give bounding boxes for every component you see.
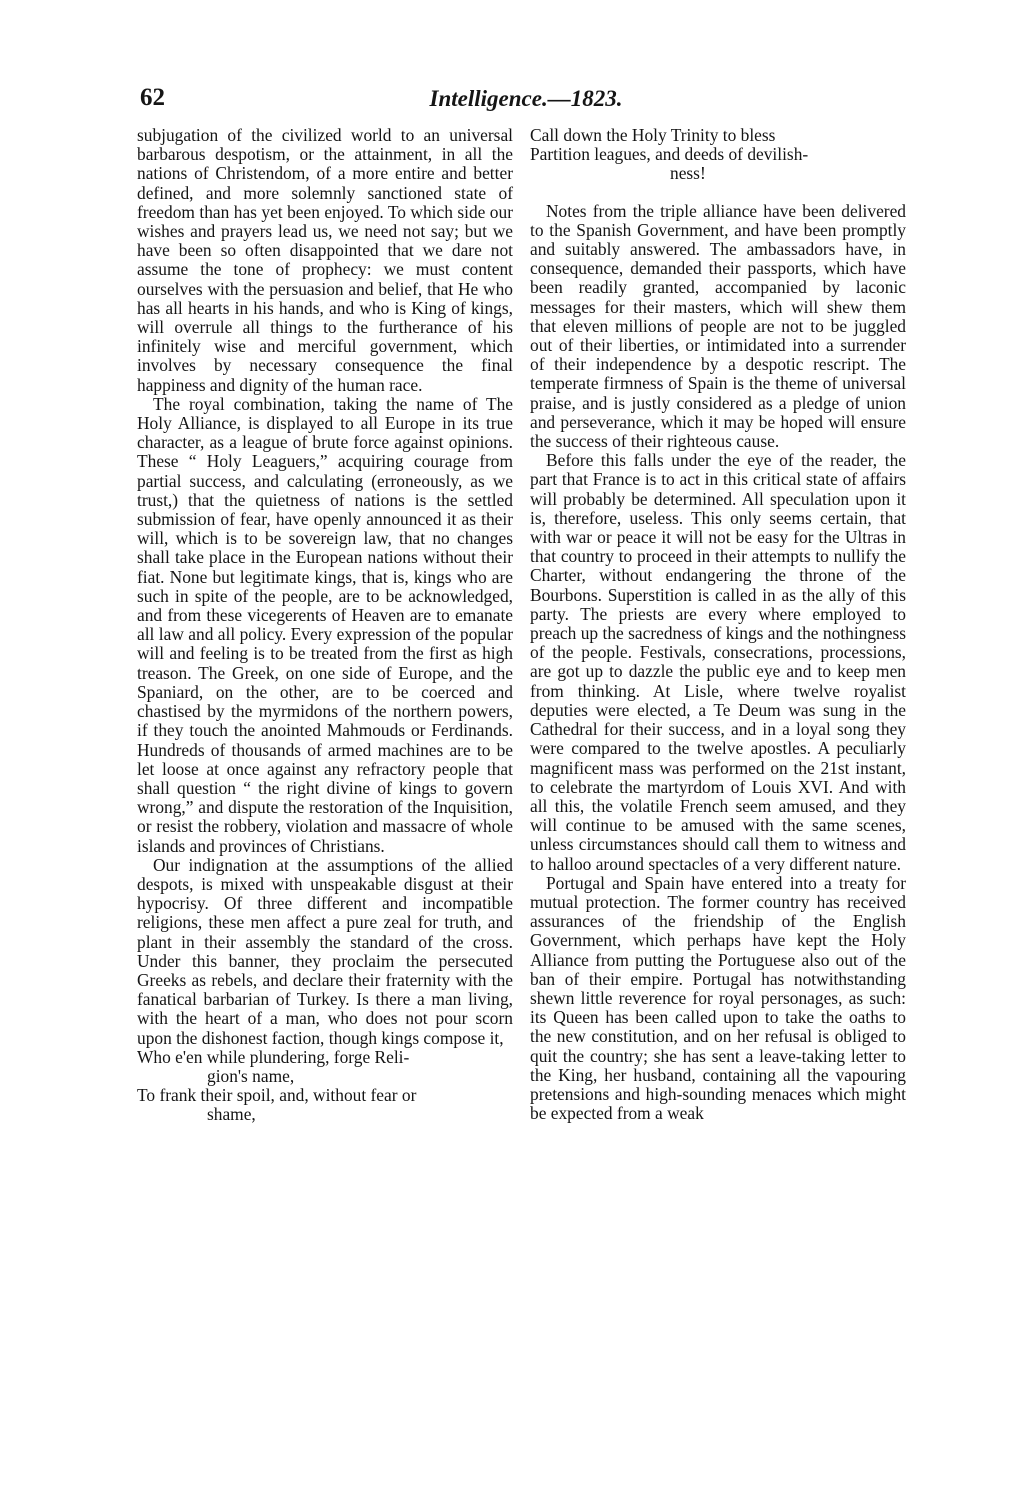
right-column <box>530 126 906 1123</box>
paragraph: Before this falls under the eye of the reader, the part that France is to act in this critical state of affairs will probably be determined. All speculation upon it is, therefore, useless. This only seems certain, that with war or peace it will not be easy for the Ultras in that country to proceed in their attempts to nullify the Charter, without endangering the throne of the Bourbons. Superstition is called in as the ally of this party. The priests are every where employed to preach up the sacredness of kings and the nothingness of the people. Festivals, consecrations, processions, are got up to dazzle the public eye and to keep men from thinking. At Lisle, where twelve royalist deputies were elected, a Te Deum was sung in the Cathedral for their success, and in a loyal song they were compared to the twelve apostles. A peculiarly magnificent mass was performed on the 21st instant, to celebrate the martyrdom of Louis XVI. And with all this, the volatile French seem amused, and they will continue to be amused with the same scenes, unless circumstances should call them to witness and to halloo around spectacles of a very different nature. <box>530 450 906 874</box>
running-head: Intelligence.—1823. <box>429 86 623 111</box>
left-column <box>137 126 513 1125</box>
verse-line: To frank their spoil, and, without fear or <box>137 1085 417 1106</box>
verse-line: shame, <box>207 1104 256 1125</box>
verse-line: Call down the Holy Trinity to bless <box>530 125 776 145</box>
paragraph: Notes from the triple alliance have been delivered to the Spanish Government, and have been promptly and suitably answered. The ambassadors have, in consequence, demanded their passports, which have been readily granted, accompanied by laconic messages for their masters, which will shew them that eleven millions of people are not to be juggled out of their liberties, or intimidated into a surrender of their independence by a despotic rescript. The temperate firmness of Spain is the theme of universal praise, and is justly considered as a pledge of union and perseverance, which it may be hoped will ensure the success of their righteous cause. <box>530 200 906 452</box>
verse-line: gion's name, <box>207 1065 295 1086</box>
verse-quotation <box>530 126 906 184</box>
paragraph: subjugation of the civilized world to an universal barbarous despotism, or the attainment, in all the nations of Christendom, of a more entire and better defined, and more solemnly sanctioned state of freedom than has yet been enjoyed. To which side our wishes and prayers lead us, we need not say; but we have been so often disappointed that we dare not assume the tone of prophecy: we must content ourselves with the persuasion and belief, that He who has all hearts in his hands, and who is King of kings, will overrule all things to the furtherance of his infinitely wise and merciful government, which involves by necessary consequence the final happiness and dignity of the human race. <box>137 125 513 395</box>
verse-line: Who e'en while plundering, forge Reli- <box>137 1046 410 1067</box>
verse-line: ness! <box>670 163 706 184</box>
paragraph: Our indignation at the assumptions of the allied despots, is mixed with unspeakable disgust at their hypocrisy. Of three different and incompatible religions, these men affect a pure zeal for truth, and plant in their assembly the standard of the cross. Under this banner, they proclaim the persecuted Greeks as rebels, and declare their fraternity with the fanatical barbarian of Turkey. Is there a man living, with the heart of a man, who does not pour scorn upon the dishonest faction, though kings compose it, <box>137 854 513 1048</box>
paragraph: The royal combination, taking the name of The Holy Alliance, is displayed to all Europe in its true character, as a league of brute force against opinions. These “ Holy Leaguers,” acquiring courage from partial success, and calculating (erroneously, as we trust,) that the quietness of nations is the settled submission of fear, have openly announced it as their will, which is to be sovereign law, that no changes shall take place in the European nations without their fiat. None but legitimate kings, that is, kings who are such in spite of the people, are to be acknowledged, and from these vicegerents of Heaven are to emanate all law and all policy. Every expression of the popular will and feeling is to be treated from the first as high treason. The Greek, on one side of Europe, and the Spaniard, on the other, are to be coerced and chastised by the myrmidons of the northern powers, if they touch the anointed Mahmouds or Ferdinands. Hundreds of thousands of armed machines are to be let loose at once against any refractory people that shall question “ the right divine of kings to govern wrong,” and dispute the restoration of the Inquisition, or resist the robbery, violation and massacre of whole islands and provinces of Christians. <box>137 393 513 856</box>
verse-quotation <box>137 1048 513 1125</box>
spacer <box>530 184 906 202</box>
page-number: 62 <box>140 84 165 111</box>
page-header <box>138 84 914 124</box>
paragraph: Portugal and Spain have entered into a treaty for mutual protection. The former country has received assurances of the friendship of the English Government, which perhaps have kept the Holy Alliance from putting the Portuguese also out of the ban of their empire. Portugal has notwithstanding shewn little reverence for royal personages, as such: its Queen has been called upon to take the oaths to the new constitution, and on her refusal is obliged to quit the country; she has sent a leave-taking letter to the King, her husband, containing all the vapouring pretensions and high-sounding menaces which might be expected from a weak <box>530 872 906 1124</box>
verse-line: Partition leagues, and deeds of devilish- <box>530 144 809 165</box>
